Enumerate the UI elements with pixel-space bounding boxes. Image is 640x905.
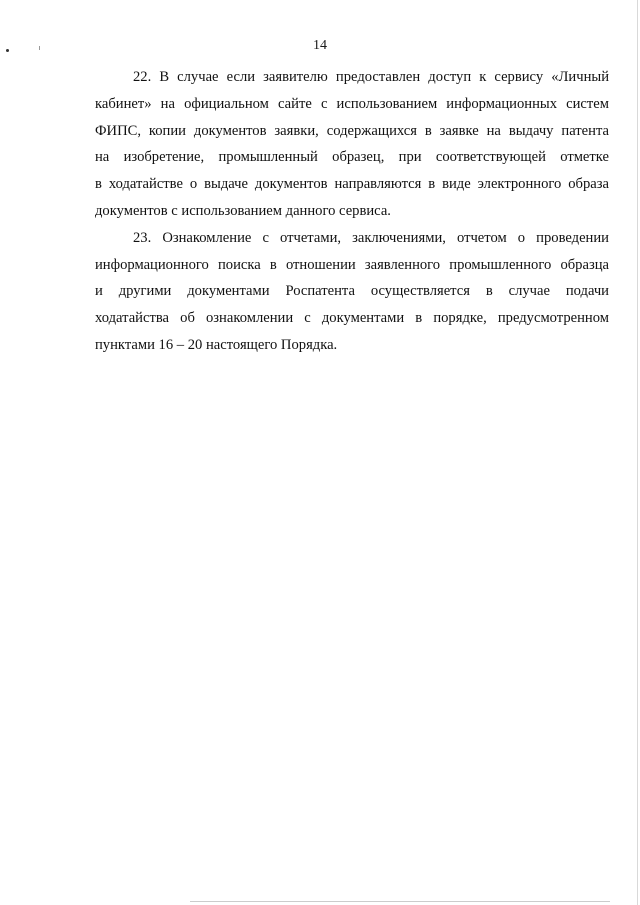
paragraph-22 xyxy=(95,64,609,225)
paragraph-line: пунктами 16 – 20 настоящего Порядка. xyxy=(95,336,338,353)
paragraph-line: ходатайства об ознакомлении с документами в порядке, предусмотренном xyxy=(95,310,609,327)
scan-edge-right xyxy=(637,0,638,905)
scan-edge-bottom xyxy=(190,901,610,902)
paragraph-line: на изобретение, промышленный образец, при соответствующей отметке xyxy=(95,149,609,166)
paragraph-line: и другими документами Роспатента осуществляется в случае подачи xyxy=(95,283,609,300)
paragraph-line: документов с использованием данного сервиса. xyxy=(95,202,391,219)
paragraph-line: 22. В случае если заявителю предоставлен доступ к сервису «Личный xyxy=(133,69,609,85)
paragraph-line: кабинет» на официальном сайте с использованием информационных систем xyxy=(95,95,609,112)
paragraph-23 xyxy=(95,225,609,359)
paragraph-line: 23. Ознакомление с отчетами, заключениями, отчетом о проведении xyxy=(133,229,609,246)
paragraph-line: информационного поиска в отношении заявленного промышленного образца xyxy=(95,256,609,273)
document-body xyxy=(95,64,609,359)
paragraph-line: ФИПС, копии документов заявки, содержащихся в заявке на выдачу патента xyxy=(95,122,609,139)
page-number: 14 xyxy=(313,38,327,53)
paragraph-line: в ходатайстве о выдаче документов направляются в виде электронного образа xyxy=(95,176,609,193)
